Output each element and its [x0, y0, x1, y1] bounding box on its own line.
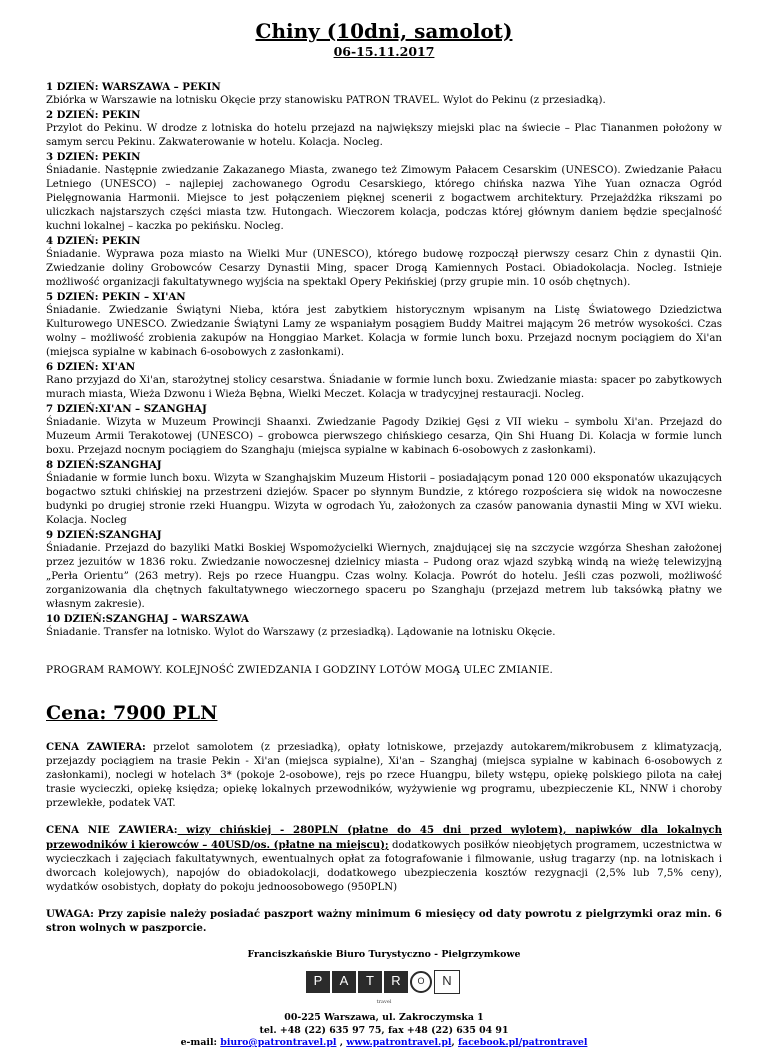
day-10 [46, 612, 722, 640]
document-page [46, 18, 722, 1050]
price-includes [46, 740, 722, 811]
price: Cena: 7900 PLN [46, 702, 218, 724]
day-heading: 4 DZIEŃ: PEKIN [46, 235, 141, 247]
day-heading: 1 DZIEŃ: WARSZAWA – PEKIN [46, 81, 221, 93]
day-heading: 5 DZIEŃ: PEKIN – XI'AN [46, 291, 186, 303]
day-7 [46, 402, 722, 458]
email-label: e-mail: [180, 1037, 221, 1048]
day-heading: 10 DZIEŃ:SZANGHAJ – WARSZAWA [46, 613, 249, 625]
day-6 [46, 360, 722, 402]
includes-text: przelot samolotem (z przesiadką), opłaty lotniskowe, przejazdy autokarem/mikrobusem z klimatyzacją, przejazdy pociągiem na trasie Pekin - Xi'an (miejsca sypialne), Xi'an – Szanghaj (miejsca sypialne w kabinach 6-osobowych z zasłonkami), noclegi w hotelach 3* (pokoje 2-osobowe), rejs po rzece Huangpu, bilety wstępu, opiekę polskiego pilota na całej trasie wycieczki, opiekę księdza; opiekę lokalnych przewodników, wyżywienie wg programu, ubezpieczenie KL, NNW i choroby przewlekłe, podatek VAT. [46, 742, 723, 809]
excludes-label: CENA NIE ZAWIERA: [46, 824, 178, 836]
footer [46, 949, 722, 1050]
day-description: Śniadanie. Przejazd do bazyliki Matki Boskiej Wspomożycielki Wiernych, znajdującej się na szczycie wzgórza Sheshan założonej przez jezuitów w 1836 roku. Zwiedzanie nowoczesnej dzielnicy miasta – Pudong oraz wjazd szybką windą na wieżę telewizyjną „Perła Orientu” (263 metry). Rejs po rzece Huangpu. Czas wolny. Kolacja. Powrót do hotelu. Jeśli czas pozwoli, możliwość zorganizowania dla chętnych fakultatywnego wieczornego spaceru po Szanghaju (przejazd metrem lub taksówką płatny we własnym zakresie). [46, 543, 722, 610]
contact-line [46, 1037, 722, 1050]
passport-warning: UWAGA: Przy zapisie należy posiadać paszport ważny minimum 6 miesięcy od daty powrotu z pielgrzymki oraz min. 6 stron wolnych w paszporcie. [46, 908, 722, 934]
day-description: Śniadanie. Wizyta w Muzeum Prowincji Shaanxi. Zwiedzanie Pagody Dzikiej Gęsi z VII wieku – symbolu Xi'an. Przejazd do Muzeum Armii Terakotowej (UNESCO) – grobowca pierwszego chińskiego cesarza, Qin Shi Huang Di. Kolacja w formie lunch boxu. Przejazd nocnym pociągiem do Szanghaju (miejsca sypialne w kabinach 6-osobowych z zasłonkami). [46, 417, 722, 456]
day-description: Śniadanie. Następnie zwiedzanie Zakazanego Miasta, zwanego też Zimowym Pałacem Cesarskim (UNESCO). Zwiedzanie Pałacu Letniego (UNESCO) – najlepiej zachowanego Ogrodu Cesarskiego, którego chińska nazwa Yihe Yuan oznacza Ogród Pielęgnowania Harmonii. Miejsce to jest połączeniem pięknej scenerii z bogactwem architektury. Przejażdżka rikszami po uliczkach najstarszych części miasta tzw. Hutongach. Wieczorem kolacja, podczas której głównym daniem będzie specjalność kuchni lokalnej – kaczka po pekińsku. Nocleg. [46, 165, 722, 232]
day-4 [46, 234, 722, 290]
patron-logo [46, 970, 722, 994]
trip-dates: 06-15.11.2017 [333, 44, 435, 59]
logo-letter: A [332, 971, 356, 993]
page-title: Chiny (10dni, samolot) [255, 19, 513, 43]
logo-subtitle: travel [376, 998, 392, 1005]
logo-letter: T [358, 971, 382, 993]
day-3 [46, 150, 722, 234]
day-5 [46, 290, 722, 360]
day-1 [46, 80, 722, 108]
day-heading: 3 DZIEŃ: PEKIN [46, 151, 141, 163]
day-heading: 7 DZIEŃ:XI'AN – SZANGHAJ [46, 403, 207, 415]
day-2 [46, 108, 722, 150]
day-description: Rano przyjazd do Xi'an, starożytnej stolicy cesarstwa. Śniadanie w formie lunch boxu. Zwiedzanie miasta: spacer po zabytkowych murach miasta, Wieża Dzwonu i Wieża Bębna, Wielki Meczet. Kolacja w tradycyjnej restauracji. Nocleg. [46, 375, 722, 400]
website-link[interactable]: www.patrontravel.pl [346, 1037, 452, 1048]
agency-name: Franciszkańskie Biuro Turystyczno - Pielgrzymkowe [247, 949, 521, 960]
itinerary [46, 80, 722, 640]
day-description: Śniadanie. Transfer na lotnisko. Wylot do Warszawy (z przesiadką). Lądowanie na lotnisku Okęcie. [46, 627, 556, 638]
day-description: Śniadanie. Wyprawa poza miasto na Wielki Mur (UNESCO), którego budowę rozpoczął pierwszy cesarz Chin z dynastii Qin. Zwiedzanie doliny Grobowców Cesarzy Dynastii Ming, spacer Drogą Kamiennych Postaci. Obiadokolacja. Nocleg. Istnieje możliwość organizacji fakultatywnego wyjścia na spektakl Opery Pekińskiej (przy grupie min. 10 osób chętnych). [46, 249, 722, 288]
day-description: Przylot do Pekinu. W drodze z lotniska do hotelu przejazd na największy miejski plac na świecie – Plac Tiananmen położony w samym sercu Pekinu. Zakwaterowanie w hotelu. Kolacja. Nocleg. [46, 123, 722, 148]
day-9 [46, 528, 722, 612]
day-heading: 6 DZIEŃ: XI'AN [46, 361, 136, 373]
address: 00-225 Warszawa, ul. Zakroczymska 1 [284, 1012, 484, 1023]
logo-letter: N [434, 970, 460, 994]
price-excludes [46, 823, 722, 895]
day-heading: 8 DZIEŃ:SZANGHAJ [46, 459, 162, 471]
logo-letter: R [384, 971, 408, 993]
includes-label: CENA ZAWIERA: [46, 741, 146, 753]
day-description: Śniadanie w formie lunch boxu. Wizyta w Szanghajskim Muzeum Historii – posiadającym ponad 120 000 eksponatów ukazujących bogactwo sztuki chińskiej na przestrzeni dziejów. Spacer po słynnym Bundzie, z którego rozpościera się widok na nowoczesne budynki po drugiej stronie rzeki Huangpu. Wizyta w ogrodach Yu, założonych za czasów panowania dynastii Ming w XVI wieku. Kolacja. Nocleg [46, 473, 722, 526]
excludes-highlight: wizy chińskiej - 280PLN (płatne do 45 dni przed wylotem), napiwków dla lokalnych przewodników i kierowców – 40USD/os. (płatne na miejscu); [46, 824, 722, 851]
logo-letter: P [306, 971, 330, 993]
day-8 [46, 458, 722, 528]
day-heading: 9 DZIEŃ:SZANGHAJ [46, 529, 162, 541]
program-note: PROGRAM RAMOWY. KOLEJNOŚĆ ZWIEDZANIA I GODZINY LOTÓW MOGĄ ULEC ZMIANIE. [46, 664, 553, 676]
email-link[interactable]: biuro@patrontravel.pl [220, 1037, 337, 1048]
logo-letter: O [410, 971, 432, 993]
phone: tel. +48 (22) 635 97 75, fax +48 (22) 635 04 91 [259, 1024, 509, 1036]
day-heading: 2 DZIEŃ: PEKIN [46, 109, 141, 121]
separator: , [336, 1037, 347, 1048]
day-description: Zbiórka w Warszawie na lotnisku Okęcie przy stanowisku PATRON TRAVEL. Wylot do Pekinu (z przesiadką). [46, 95, 606, 106]
facebook-link[interactable]: facebook.pl/patrontravel [457, 1037, 588, 1048]
separator: , [451, 1037, 458, 1048]
excludes-text: dodatkowych posiłków nieobjętych programem, uczestnictwa w wycieczkach i zajęciach fakultatywnych, ewentualnych opłat za fotografowanie i filmowanie, usług tragarzy (np. na lotniskach i dworcach kolejowych), napojów do obiadokolacji, dodatkowego ubezpieczenia kosztów rezygnacji (2,5% lub 7,5% ceny), wydatków osobistych, dopłaty do pokoju jednoosobowego (950PLN) [46, 840, 723, 893]
day-description: Śniadanie. Zwiedzanie Świątyni Nieba, która jest zabytkiem historycznym wpisanym na Listę Światowego Dziedzictwa Kulturowego UNESCO. Zwiedzanie Świątyni Lamy ze wspaniałym posągiem Buddy Maitrei mającym 26 metrów wysokości. Czas wolny – możliwość zrobienia zakupów na Honggiao Market. Kolacja w formie lunch boxu. Przejazd nocnym pociągiem do Xi'an (miejsca sypialne w kabinach 6-osobowych z zasłonkami). [46, 305, 722, 358]
